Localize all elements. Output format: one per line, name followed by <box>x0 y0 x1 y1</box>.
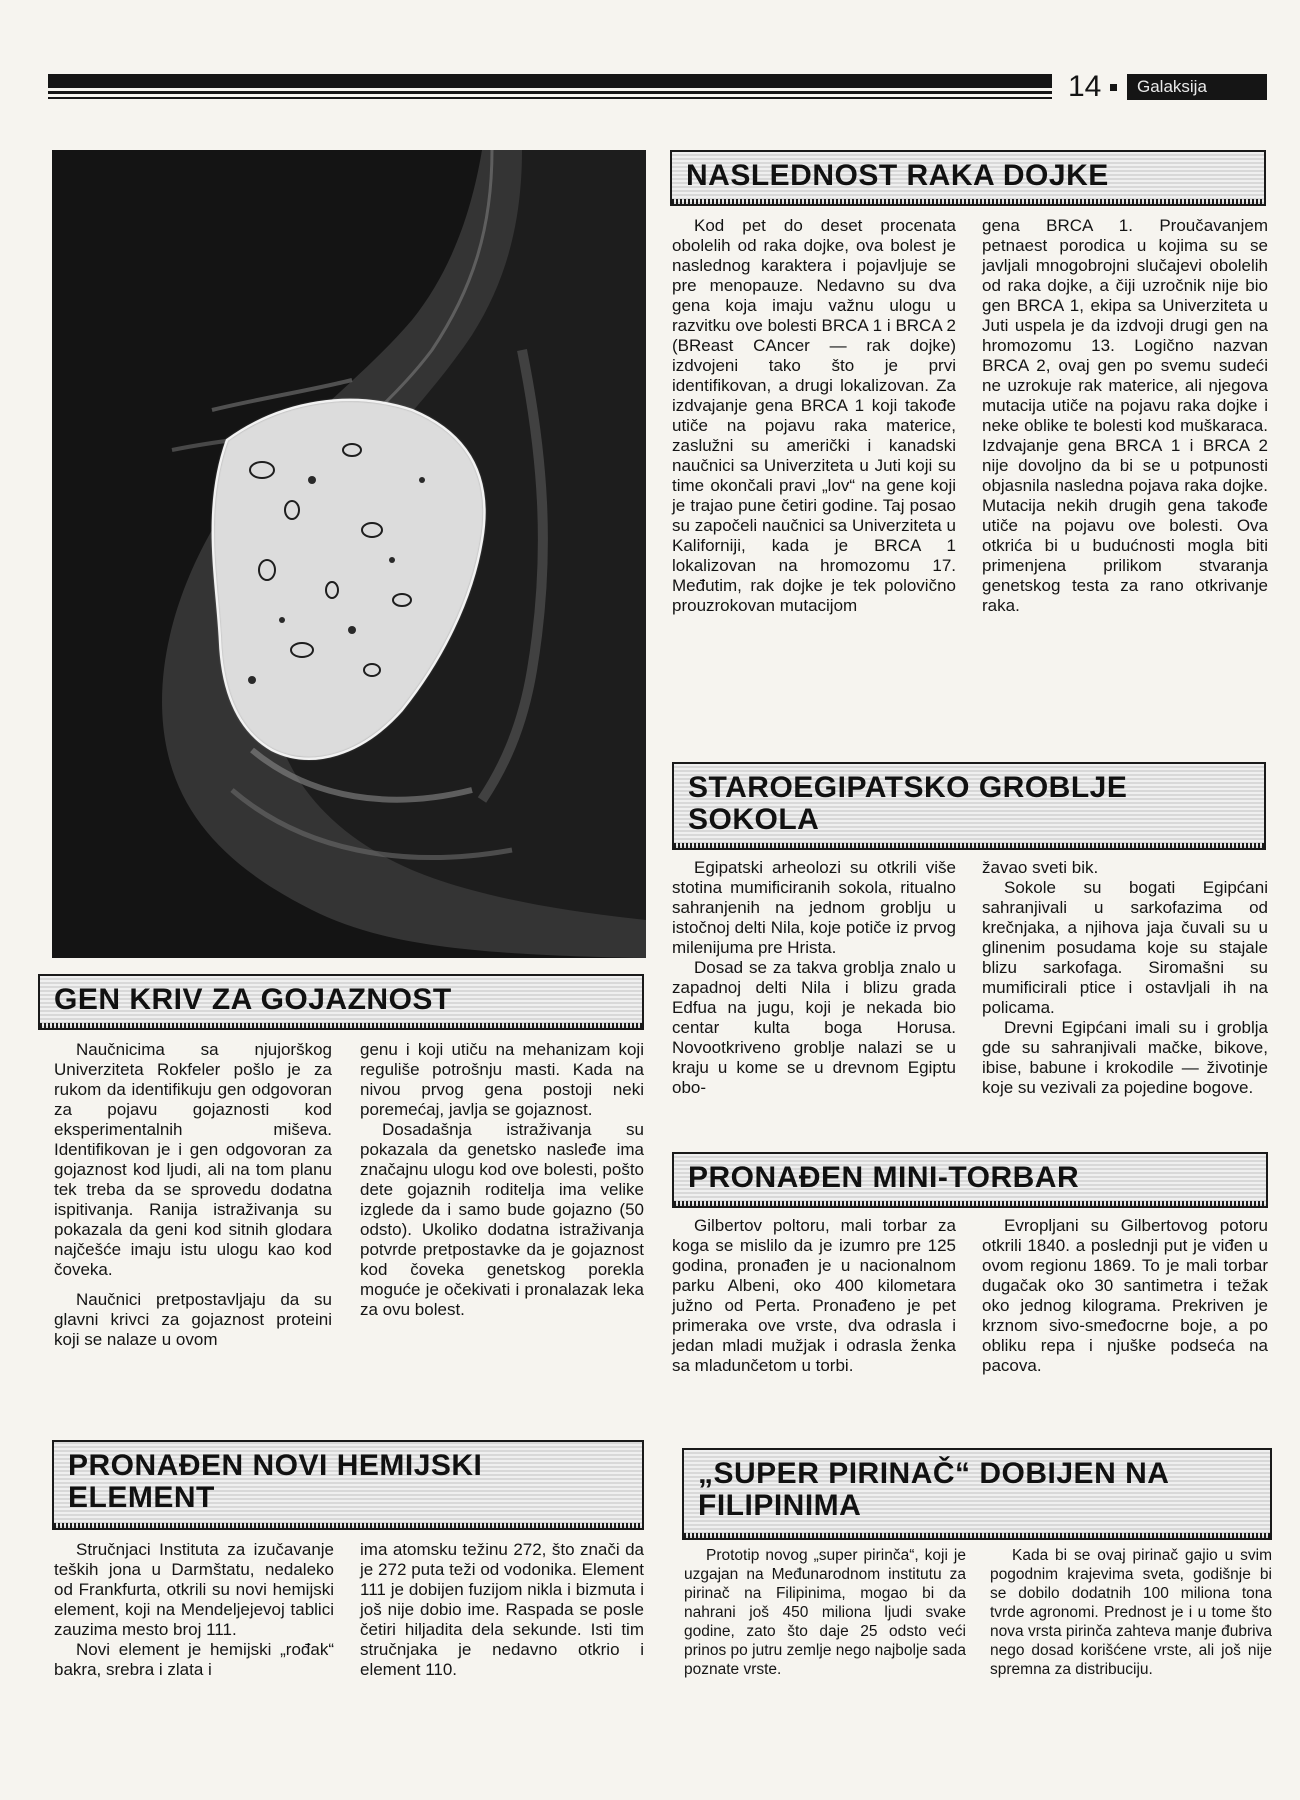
article-element-col1 <box>54 1540 334 1680</box>
article-sokola-col1 <box>672 858 956 1098</box>
article-pirinac-col1 <box>684 1546 966 1679</box>
article-pirinac-col2 <box>990 1546 1272 1679</box>
paragraph: genu i koji utiču na mehanizam koji reguliše potrošnju masti. Kada na nivou prvog gena postoji neki poremećaj, javlja se gojaznost. <box>360 1040 644 1119</box>
paragraph: gena BRCA 1. Proučavanjem petnaest porodica u kojima su se javljali mnogobrojni slučajevi obolelih od raka dojke, a čiji uzročnik nije bio gen BRCA 1, ekipa sa Univerziteta u Juti uspela je da izdvoji drugi gen na hromozomu 13. Logično nazvan BRCA 2, ovaj gen po svemu sudeći ne uzrokuje rak materice, ali njegova mutacija utiče na pojavu raka dojke i neke oblike te bolesti kod muškaraca. Izdvajanje gena BRCA 1 i BRCA 2 nije dovoljno da bi se u potpunosti objasnila nasledna pojava raka dojke. Mutacija nekih drugih gena takođe utiče na pojavu ove bolesti. Ova otkrića bi u budućnosti mogla biti primenjena prilikom stvaranja genetskog testa za rano otkrivanje raka. <box>982 216 1268 615</box>
paragraph: Egipatski arheolozi su otkrili više stotina mumificiranih sokola, ritualno sahranjenih na jednom groblju u istočnoj delti Nila, koje potiče iz prvog milenijuma pre Hrista. <box>672 858 956 957</box>
header-rule <box>48 74 1052 99</box>
article-naslednost-col2 <box>982 216 1268 616</box>
paragraph: Kada bi se ovaj pirinač gajio u svim pogodnim krajevima sveta, godišnje bi se dobilo dodatnih 100 miliona tona tvrde agronomi. Prednost je i u tome što nova vrsta pirinča zahteva manje đubriva nego dosad korišćene vrste, ali još nije spremna za distribuciju. <box>990 1547 1272 1678</box>
paragraph: Novi element je hemijski „rođak“ bakra, srebra i zlata i <box>54 1640 334 1679</box>
headline-pirinac: „SUPER PIRINAČ“ DOBIJEN NA FILIPINIMA <box>682 1448 1272 1540</box>
headline-torbar: PRONAĐEN MINI-TORBAR <box>672 1152 1268 1208</box>
paragraph: Naučnicima sa njujorškog Univerziteta Rokfeler pošlo je za rukom da identifikuju gen odgovoran za pojavu gojaznosti kod eksperimentalnih miševa. Identifikovan je i gen odgovoran za gojaznost kod ljudi, ali na tom planu tek treba da se sprovedu dodatna ispitivanja. Ranija istraživanja su pokazala da geni kod sitnih glodara najčešće imaju istu ulogu kao kod čoveka. <box>54 1040 332 1279</box>
paragraph: ima atomsku težinu 272, što znači da je 272 puta teži od vodonika. Element 111 je dobijen fuzijom nikla i bizmuta i još nije dobio ime. Raspada se posle četiri hiljadita dela sekunde. Isti tim stručnjaka je nedavno otkrio i element 110. <box>360 1540 644 1679</box>
mammogram-scan-image <box>52 150 646 958</box>
paragraph: Kod pet do deset procenata obolelih od raka dojke, ova bolest je naslednog karaktera i pojavljuje se pre menopauze. Nedavno su dva gena koja imaju važnu ulogu u razvitku ove bolesti BRCA 1 i BRCA 2 (BReast CAncer — rak dojke) izdvojeni tako što je prvi identifikovan, a drugi lokalizovan. Za izdvajanje gena BRCA 1 koji takođe utiče na pojavu raka materice, zaslužni su američki i kanadski naučnici sa Univerziteta u Juti koji su time okončali pravi „lov“ na gene koji je trajao pune četiri godine. Taj posao su započeli naučnici sa Univerziteta u Kaliforniji, kada je BRCA 1 lokalizovan na hromozomu 17. Međutim, rak dojke je tek polovično prouzrokovan mutacijom <box>672 216 956 615</box>
article-element-col2 <box>360 1540 644 1680</box>
article-gojaznost-col2 <box>360 1040 644 1320</box>
headline-naslednost: NASLEDNOST RAKA DOJKE <box>670 150 1266 206</box>
headline-element: PRONAĐEN NOVI HEMIJSKI ELEMENT <box>52 1440 644 1530</box>
article-naslednost-col1 <box>672 216 956 616</box>
section-label: Galaksija <box>1127 74 1267 100</box>
headline-sokola: STAROEGIPATSKO GROBLJE SOKOLA <box>672 762 1266 850</box>
article-sokola-col2 <box>982 858 1268 1098</box>
paragraph: Prototip novog „super pirinča“, koji je uzgajan na Međunarodnom institutu za pirinač na Filipinima, mogao bi da nahrani još 450 miliona ljudi svake godine, zato što daje 25 odsto veći prinos po jutru zemlje nego najbolje sada poznate vrste. <box>684 1547 966 1678</box>
paragraph: Drevni Egipćani imali su i groblja gde su sahranjivali mačke, bikove, ibise, babune i krokodile — životinje koje su vezivali za pojedine bogove. <box>982 1018 1268 1097</box>
paragraph: Gilbertov poltoru, mali torbar za koga se mislilo da je izumro pre 125 godina, pronađen je u nacionalnom parku Albeni, oko 400 kilometara južno od Perta. Pronađeno je pet primeraka ove vrste, dva odrasla i jedan mladi mužjak i odrasla ženka sa mladunčetom u torbi. <box>672 1216 956 1375</box>
paragraph: Evropljani su Gilbertovog potoru otkrili 1840. a poslednji put je viđen u ovom regionu 1869. To je mali torbar dugačak oko 30 santimetra i težak oko jednog kilograma. Prekriven je krznom sivo-smeđocrne boje, a po obliku repa i njuške podseća na pacova. <box>982 1216 1268 1375</box>
paragraph: Stručnjaci Instituta za izučavanje teških jona u Darmštatu, nedaleko od Frankfurta, otkrili su novi hemijski element, koji na Mendeljejevoj tablici zauzima mesto broj 111. <box>54 1540 334 1639</box>
page-number: 14 <box>1068 70 1102 103</box>
paragraph: Naučnici pretpostavljaju da su glavni krivci za gojaznost proteini koji se nalaze u ovom <box>54 1290 332 1349</box>
article-gojaznost-col1 <box>54 1040 332 1350</box>
paragraph: Sokole su bogati Egipćani sahranjivali u sarkofazima od krečnjaka, a njihova jaja čuvali su u glinenim posudama koje su stajale blizu sarkofaga. Siromašni su mumificirali ptice i ostavljali ih na policama. <box>982 878 1268 1017</box>
headline-gojaznost: GEN KRIV ZA GOJAZNOST <box>38 974 644 1030</box>
paragraph: žavao sveti bik. <box>982 858 1099 877</box>
paragraph: Dosad se za takva groblja znalo u zapadnoj delti Nila i blizu grada Edfua na jugu, koji je nekada bio centar kulta boga Horusa. Novootkriveno groblje nalazi se u kraju u kome se u drevnom Egiptu obo- <box>672 958 956 1097</box>
article-torbar-col2 <box>982 1216 1268 1376</box>
paragraph: Dosadašnja istraživanja su pokazala da genetsko nasleđe ima značajnu ulogu kod ove bolesti, pošto dete gojaznih roditelja ima velike izglede da i samo bude gojazno (50 odsto). Ukoliko dodatna istraživanja potvrde pretpostavke da je gojaznost kod čoveka genetskog porekla moguće je očekivati i pronalazak leka za ovu bolest. <box>360 1120 644 1319</box>
bullet-icon <box>1110 84 1117 91</box>
mammogram-scan-icon <box>52 150 646 958</box>
article-torbar-col1 <box>672 1216 956 1376</box>
